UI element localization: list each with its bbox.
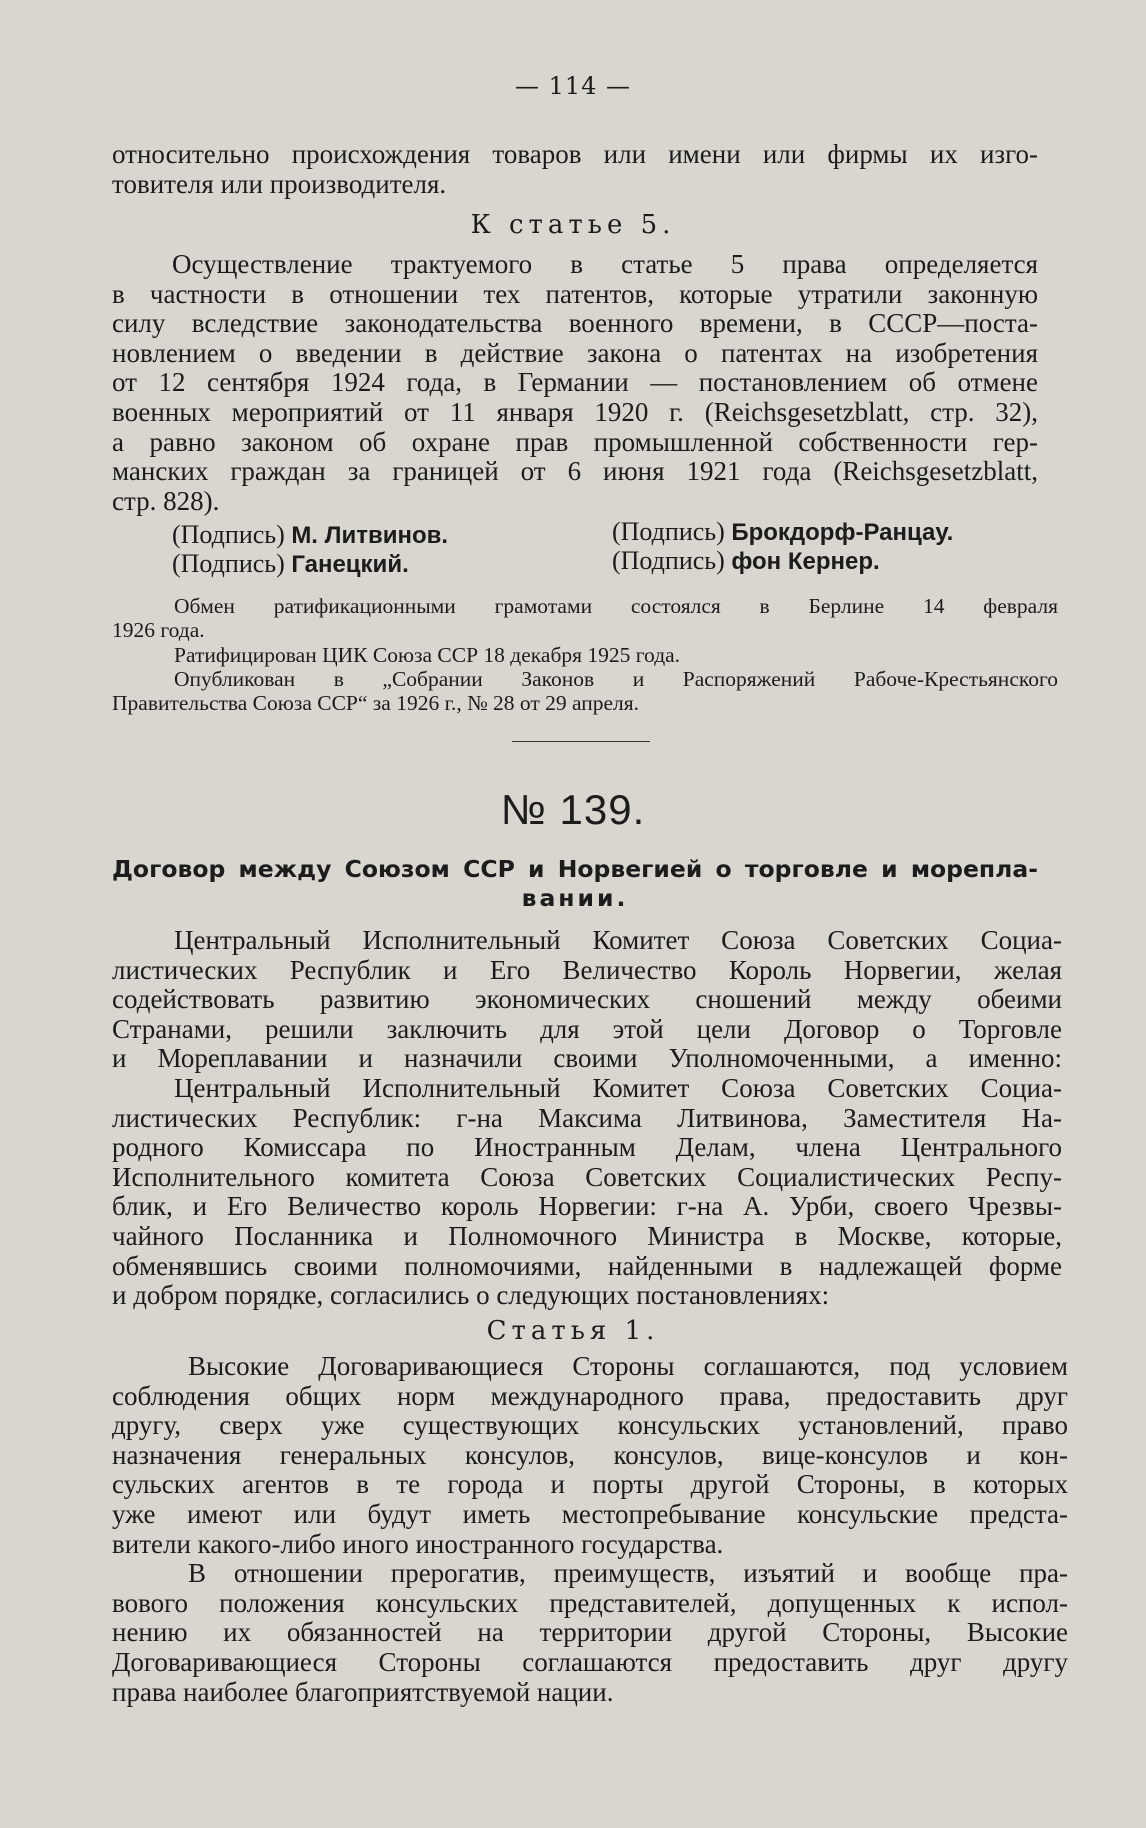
text-line: и добром порядке, согласились о следующих постановлениях: bbox=[112, 1280, 830, 1311]
signature-ganetsky bbox=[172, 549, 409, 579]
title-line: Договор между Союзом ССР и Норвегией о торговле и морепла- bbox=[112, 855, 1038, 883]
text-line: родного Комиссара по Иностранным Делам, члена Центрального bbox=[112, 1133, 1062, 1163]
text-line: в частности в отношении тех патентов, которые утратили законную bbox=[112, 279, 1038, 309]
note-line: Обмен ратификационными грамотами состоялся в Берлине 14 февраля bbox=[174, 594, 1058, 618]
signature-prefix: (Подпись) bbox=[612, 546, 725, 575]
signature-litvinov bbox=[172, 520, 448, 550]
text-line: Осуществление трактуемого в статье 5 права определяется bbox=[172, 250, 1038, 279]
text-line: товителя или производителя. bbox=[112, 168, 447, 199]
text-line: другу, сверх уже существующих консульских установлений, право bbox=[112, 1411, 1068, 1441]
text-line: относительно происхождения товаров или имени или фирмы их изго- bbox=[112, 140, 1038, 169]
signatory-name: Брокдорф-Ранцау. bbox=[731, 519, 954, 546]
note-line: 1926 года. bbox=[112, 618, 205, 643]
title-line: вании. bbox=[521, 884, 629, 912]
text-line: от 12 сентября 1924 года, в Германии — постановлением об отмене bbox=[112, 368, 1038, 398]
text-line: листических Республик и Его Величество Король Норвегии, желая bbox=[112, 955, 1062, 985]
text-line: листических Республик: г-на Максима Литвинова, Заместителя На- bbox=[112, 1103, 1062, 1133]
article-1-heading: Статья 1. bbox=[486, 1316, 660, 1346]
signatory-name: Ганецкий. bbox=[291, 551, 409, 578]
article-1-paragraph bbox=[112, 1352, 1068, 1707]
text-line: права наиболее благоприятствуемой нации. bbox=[112, 1676, 614, 1707]
signatory-name: М. Литвинов. bbox=[291, 522, 449, 549]
text-line: и Мореплавании и назначили своими Уполномоченными, а именно: bbox=[112, 1044, 1062, 1074]
text-line: Высокие Договаривающиеся Стороны соглашаются, под условием bbox=[188, 1352, 1068, 1381]
note-line: Правительства Союза ССР“ за 1926 г., № 28 от 29 апреля. bbox=[112, 691, 640, 716]
ratification-notes bbox=[112, 594, 1058, 715]
article-5-heading: К статье 5. bbox=[470, 210, 676, 240]
text-line: военных мероприятий от 11 января 1920 г. (Reichsgesetzblatt, стр. 32), bbox=[112, 397, 1038, 427]
section-divider bbox=[512, 741, 650, 742]
text-line: содействовать развитию экономических сношений между обеими bbox=[112, 985, 1062, 1015]
text-line: манских граждан за границей от 6 июня 1921 года (Reichsgesetzblatt, bbox=[112, 457, 1038, 487]
text-line: соблюдения общих норм международного права, предоставить друг bbox=[112, 1381, 1068, 1411]
page-number: — 114 — bbox=[514, 72, 632, 100]
text-line: а равно законом об охране прав промышленной собственности гер- bbox=[112, 427, 1038, 457]
text-line: вового положения консульских представителей, допущенных к испол- bbox=[112, 1588, 1068, 1618]
text-line: Центральный Исполнительный Комитет Союза Советских Социа- bbox=[174, 926, 1062, 955]
text-line: новлением о введении в действие закона о патентах на изобретения bbox=[112, 338, 1038, 368]
text-line: Договаривающиеся Стороны соглашаются предоставить друг другу bbox=[112, 1647, 1068, 1677]
signature-prefix: (Подпись) bbox=[172, 520, 285, 549]
preamble-paragraph bbox=[112, 926, 1062, 1311]
text-line: Центральный Исполнительный Комитет Союза Советских Социа- bbox=[174, 1073, 1062, 1103]
article-5-paragraph bbox=[112, 250, 1038, 516]
document-number: № 139. bbox=[500, 786, 646, 833]
text-line: Исполнительного комитета Союза Советских Социалистических Респу- bbox=[112, 1162, 1062, 1192]
signature-von-koerner bbox=[612, 546, 880, 576]
signature-prefix: (Подпись) bbox=[172, 549, 285, 578]
text-line: вители какого-либо иного иностранного государства. bbox=[112, 1528, 724, 1559]
signatory-name: фон Кернер. bbox=[731, 548, 880, 575]
text-line: нению их обязанностей на территории другой Стороны, Высокие bbox=[112, 1618, 1068, 1648]
text-line: блик, и Его Величество король Норвегии: г-на А. Урби, своего Чрезвы- bbox=[112, 1192, 1062, 1222]
text-line: назначения генеральных консулов, консулов, вице-консулов и кон- bbox=[112, 1440, 1068, 1470]
text-line: стр. 828). bbox=[112, 485, 220, 516]
document-title bbox=[112, 855, 1038, 913]
text-line: силу вследствие законодательства военного времени, в СССР—поста- bbox=[112, 309, 1038, 339]
text-line: уже имеют или будут иметь местопребывание консульские предста- bbox=[112, 1499, 1068, 1529]
note-line: Опубликован в „Собрании Законов и Распоряжений Рабоче-Крестьянского bbox=[174, 666, 1058, 691]
text-line: чайного Посланника и Полномочного Министра в Москве, которые, bbox=[112, 1221, 1062, 1251]
signature-prefix: (Подпись) bbox=[612, 517, 725, 546]
text-line: В отношении прерогатив, преимуществ, изъятий и вообще пра- bbox=[188, 1559, 1068, 1589]
signature-brockdorff-rantzau bbox=[612, 517, 953, 547]
text-line: Странами, решили заключить для этой цели Договор о Торговле bbox=[112, 1014, 1062, 1044]
text-line: обменявшись своими полномочиями, найденными в надлежащей форме bbox=[112, 1251, 1062, 1281]
text-line: сульских агентов в те города и порты другой Стороны, в которых bbox=[112, 1470, 1068, 1500]
note-line: Ратифицирован ЦИК Союза ССР 18 декабря 1925 года. bbox=[174, 642, 681, 667]
intro-paragraph bbox=[112, 140, 1038, 199]
